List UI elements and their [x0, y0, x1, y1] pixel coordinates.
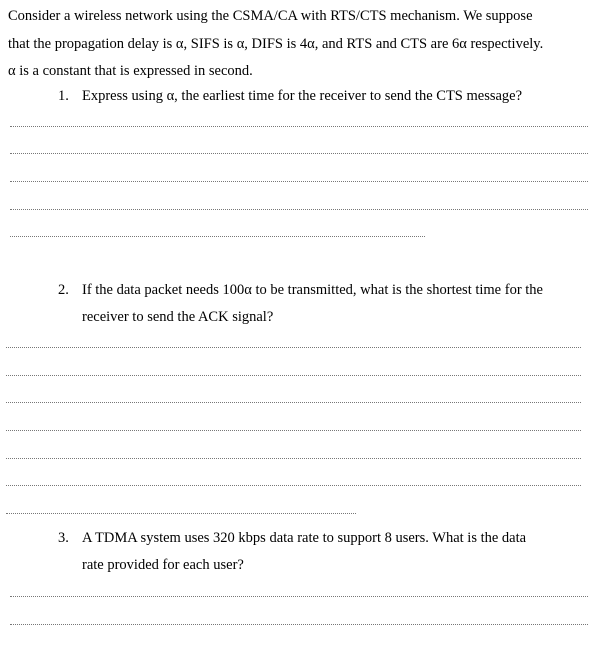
answer-line[interactable] [6, 430, 581, 431]
answer-line[interactable] [10, 596, 588, 597]
problem-statement [8, 3, 598, 86]
answer-line[interactable] [10, 209, 588, 210]
question-3 [58, 525, 598, 579]
answer-line[interactable] [10, 153, 588, 154]
question-text-continued: rate provided for each user? [82, 557, 244, 573]
question-text: Express using α, the earliest time for the receiver to send the CTS message? [82, 88, 523, 104]
question-text-continued: receiver to send the ACK signal? [82, 309, 274, 325]
question-number: 1. [58, 88, 69, 104]
question-1 [58, 83, 598, 110]
answer-line[interactable] [6, 402, 581, 403]
answer-line[interactable] [6, 347, 581, 348]
answer-line[interactable] [10, 126, 588, 127]
answer-line[interactable] [6, 375, 581, 376]
answer-line[interactable] [6, 513, 356, 514]
question-2 [58, 277, 598, 331]
intro-line: α is a constant that is expressed in second. [8, 63, 253, 79]
answer-line[interactable] [10, 624, 588, 625]
intro-line: Consider a wireless network using the CSMA/CA with RTS/CTS mechanism. We suppose [8, 8, 533, 24]
answer-line[interactable] [6, 485, 581, 486]
answer-line[interactable] [10, 181, 588, 182]
question-number: 2. [58, 282, 69, 298]
question-text: A TDMA system uses 320 kbps data rate to support 8 users. What is the data [82, 530, 527, 546]
answer-line[interactable] [10, 236, 425, 237]
question-text: If the data packet needs 100α to be transmitted, what is the shortest time for the [82, 282, 543, 298]
answer-line[interactable] [6, 458, 581, 459]
intro-line: that the propagation delay is α, SIFS is α, DIFS is 4α, and RTS and CTS are 6α respectively. [8, 35, 544, 52]
question-number: 3. [58, 530, 69, 546]
